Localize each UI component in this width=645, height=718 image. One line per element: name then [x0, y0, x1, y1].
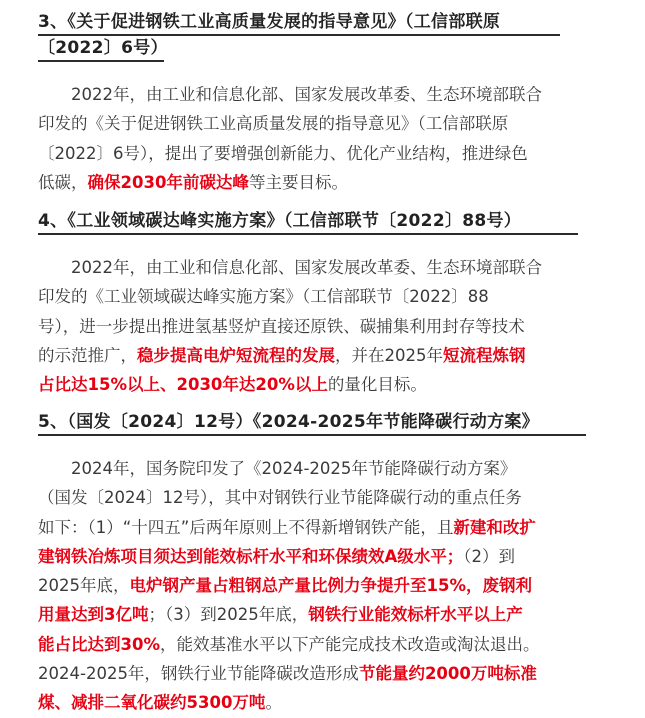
- text-line: 用量达到3亿吨；（3）到2025年底，钢铁行业能效标杆水平以上产: [38, 605, 523, 625]
- section-3-underline-2: [38, 60, 164, 62]
- highlight-text: 建钢铁冶炼项目须达到能效标杆水平和环保绩效A级水平；: [38, 546, 464, 566]
- text-line: 2025年底，电炉钢产量占粗钢总产量比例力争提升至15%，废钢利: [38, 576, 532, 596]
- highlight-text: 短流程炼钢: [443, 345, 526, 365]
- section-3-paragraph: [38, 80, 542, 197]
- section-3-underline-1: [38, 34, 560, 36]
- highlight-text: 能占比达到30%: [38, 634, 160, 654]
- text-line: 印发的《工业领域碳达峰实施方案》（工信部联节〔2022〕88: [38, 287, 489, 307]
- heading-text: 4、《工业领域碳达峰实施方案》（工信部联节〔2022〕88号）: [38, 211, 522, 231]
- section-4-heading: [38, 208, 521, 234]
- section-5-underline: [38, 434, 586, 436]
- text-line: 〔2022〕6号），提出了要增强创新能力、优化产业结构，推进绿色: [38, 143, 528, 163]
- section-5-paragraph: [38, 454, 540, 718]
- highlight-text: 占比达15%以上、2030年达20%以上: [38, 375, 328, 395]
- text-line: 2022年，由工业和信息化部、国家发展改革委、生态环境部联合: [71, 258, 542, 277]
- text-line: 煤、减排二氧化碳约5300万吨。: [38, 693, 282, 713]
- highlight-text: 用量达到3亿吨: [38, 605, 149, 625]
- text-line: 印发的《关于促进钢铁工业高质量发展的指导意见》（工信部联原: [38, 114, 509, 134]
- text-line: 能占比达到30%，能效基准水平以下产能完成技术改造或淘汰退出。: [38, 634, 540, 654]
- text-line: 2024-2025年，钢铁行业节能降碳改造形成节能量约2000万吨标准: [38, 664, 537, 684]
- text-line: 2022年，由工业和信息化部、国家发展改革委、生态环境部联合: [71, 85, 542, 104]
- highlight-text: 煤、减排二氧化碳约5300万吨: [38, 693, 266, 713]
- highlight-text: 稳步提高电炉短流程的发展: [137, 345, 335, 365]
- text-line: 低碳，确保2030年前碳达峰等主要目标。: [38, 172, 348, 192]
- highlight-text: 钢铁行业能效标杆水平以上产: [308, 605, 523, 625]
- section-3-heading-line2: 〔2022〕6号）: [38, 38, 168, 58]
- text-line: 的示范推广，稳步提高电炉短流程的发展，并在2025年短流程炼钢: [38, 345, 526, 365]
- text-line: 占比达15%以上、2030年达20%以上的量化目标。: [38, 375, 427, 395]
- text-line: 2024年，国务院印发了《2024-2025年节能降碳行动方案》: [71, 459, 517, 478]
- section-4-underline: [38, 233, 578, 235]
- text-line: （国发〔2024〕12号），其中对钢铁行业节能降碳行动的重点任务: [38, 488, 522, 508]
- highlight-text: 节能量约2000万吨标准: [358, 664, 537, 684]
- text-line: 号），进一步提出推进氢基竖炉直接还原铁、碳捕集利用封存等技术: [38, 316, 525, 336]
- highlight-text: 新建和改扩: [453, 517, 536, 537]
- section-5-heading: [38, 409, 539, 435]
- section-4-paragraph: [38, 253, 542, 399]
- text-line: 建钢铁冶炼项目须达到能效标杆水平和环保绩效A级水平；（2）到: [38, 546, 516, 566]
- text-line: 如下：（1）“十四五”后两年原则上不得新增钢铁产能，且新建和改扩: [38, 517, 536, 537]
- highlight-text: 电炉钢产量占粗钢总产量比例力争提升至15%，废钢利: [129, 576, 532, 596]
- section-3-heading-line1: 3、《关于促进钢铁工业高质量发展的指导意见》（工信部联原: [38, 12, 501, 32]
- heading-text: 5、（国发〔2024〕12号）《2024-2025年节能降碳行动方案》: [38, 412, 539, 432]
- highlight-text: 确保2030年前碳达峰: [87, 172, 249, 192]
